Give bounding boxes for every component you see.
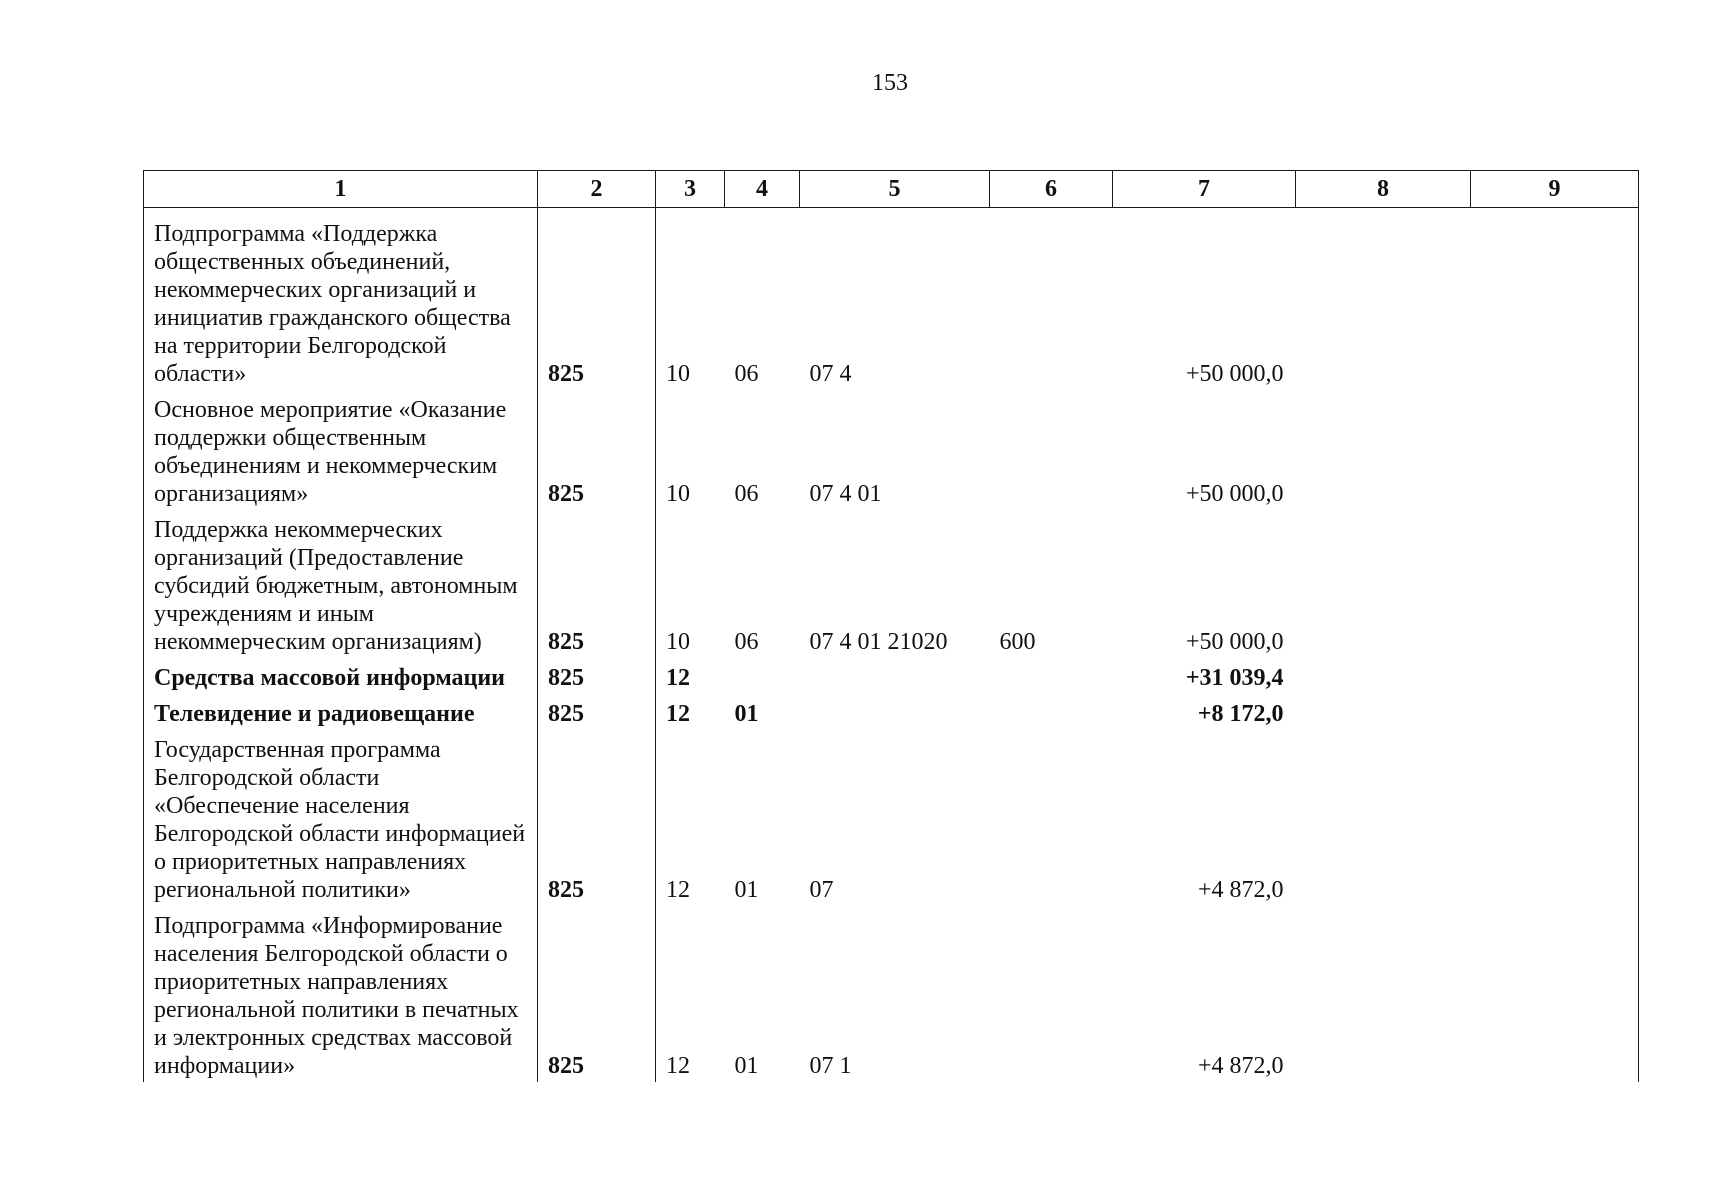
table-row — [144, 512, 1639, 660]
row-col9 — [1471, 908, 1639, 1082]
row-subsection: 01 — [734, 1053, 759, 1079]
row-section: 12 — [666, 1053, 690, 1079]
row-col8 — [1296, 660, 1471, 696]
row-subsection: 06 — [734, 481, 759, 507]
row-target: 07 4 — [809, 361, 852, 387]
row-subsection: 01 — [734, 701, 759, 727]
row-section: 10 — [666, 361, 690, 387]
row-expense-type — [990, 392, 1113, 512]
row-section: 12 — [666, 701, 690, 727]
row-name: Средства массовой информации — [144, 660, 538, 696]
budget-table — [143, 170, 1639, 1082]
table-row — [144, 392, 1639, 512]
row-target: 07 4 01 21020 — [809, 629, 948, 655]
row-amount: +31 039,4 — [1185, 665, 1284, 691]
row-ministry: 825 — [538, 908, 656, 1082]
row-name: Подпрограмма «Поддержка общественных объединений, некоммерческих организаций и инициатив гражданского общества на территории Белгородской области» — [144, 208, 538, 393]
row-section: 12 — [666, 877, 690, 903]
row-ministry: 825 — [538, 696, 656, 732]
row-target: 07 1 — [809, 1053, 852, 1079]
row-expense-type — [990, 732, 1113, 908]
row-col8 — [1296, 512, 1471, 660]
row-name: Поддержка некоммерческих организаций (Предоставление субсидий бюджетным, автономным учреждениям и иным некоммерческим организациям) — [144, 512, 538, 660]
row-col8 — [1296, 696, 1471, 732]
row-ministry: 825 — [538, 512, 656, 660]
row-expense-type — [990, 660, 1113, 696]
row-amount: +50 000,0 — [1185, 361, 1284, 387]
row-amount: +4 872,0 — [1197, 877, 1284, 903]
header-col-5: 5 — [800, 171, 990, 208]
row-ministry: 825 — [538, 208, 656, 393]
row-expense-type — [990, 908, 1113, 1082]
header-col-8: 8 — [1296, 171, 1471, 208]
row-target: 07 — [809, 877, 834, 903]
row-subsection: 01 — [734, 877, 759, 903]
row-col9 — [1471, 696, 1639, 732]
row-subsection: 06 — [734, 361, 759, 387]
row-amount: +50 000,0 — [1185, 481, 1284, 507]
row-col9 — [1471, 512, 1639, 660]
row-amount: +8 172,0 — [1197, 701, 1284, 727]
row-ministry: 825 — [538, 732, 656, 908]
table-row — [144, 732, 1639, 908]
header-col-1: 1 — [144, 171, 538, 208]
row-ministry: 825 — [538, 660, 656, 696]
header-col-6: 6 — [990, 171, 1113, 208]
row-section: 12 — [666, 665, 690, 691]
page-number: 153 — [872, 70, 908, 96]
row-expense-type: 600 — [999, 629, 1036, 655]
row-col9 — [1471, 660, 1639, 696]
table-body — [144, 208, 1639, 1083]
row-expense-type — [990, 696, 1113, 732]
row-name: Телевидение и радиовещание — [144, 696, 538, 732]
row-subsection: 06 — [734, 629, 759, 655]
row-ministry: 825 — [538, 392, 656, 512]
row-section: 10 — [666, 481, 690, 507]
row-col9 — [1471, 208, 1639, 393]
row-target: 07 4 01 — [809, 481, 882, 507]
row-col8 — [1296, 908, 1471, 1082]
table-row — [144, 660, 1639, 696]
header-col-7: 7 — [1113, 171, 1296, 208]
row-name: Основное мероприятие «Оказание поддержки общественным объединениям и некоммерческим организациям» — [144, 392, 538, 512]
header-col-4: 4 — [725, 171, 800, 208]
table-row — [144, 208, 1639, 393]
table-header — [144, 171, 1639, 208]
row-name: Государственная программа Белгородской области «Обеспечение населения Белгородской области информацией о приоритетных направлениях региональной политики» — [144, 732, 538, 908]
row-col8 — [1296, 392, 1471, 512]
row-amount: +50 000,0 — [1185, 629, 1284, 655]
row-target — [800, 696, 990, 732]
row-col9 — [1471, 392, 1639, 512]
row-section: 10 — [666, 629, 690, 655]
row-col8 — [1296, 732, 1471, 908]
table-row — [144, 908, 1639, 1082]
header-col-2: 2 — [538, 171, 656, 208]
row-subsection — [725, 660, 800, 696]
row-target — [800, 660, 990, 696]
table-row — [144, 696, 1639, 732]
row-expense-type — [990, 208, 1113, 393]
row-amount: +4 872,0 — [1197, 1053, 1284, 1079]
row-col9 — [1471, 732, 1639, 908]
row-col8 — [1296, 208, 1471, 393]
header-col-3: 3 — [656, 171, 725, 208]
row-name: Подпрограмма «Информирование населения Белгородской области о приоритетных направлениях региональной политики в печатных и электронных средствах массовой информации» — [144, 908, 538, 1082]
header-col-9: 9 — [1471, 171, 1639, 208]
